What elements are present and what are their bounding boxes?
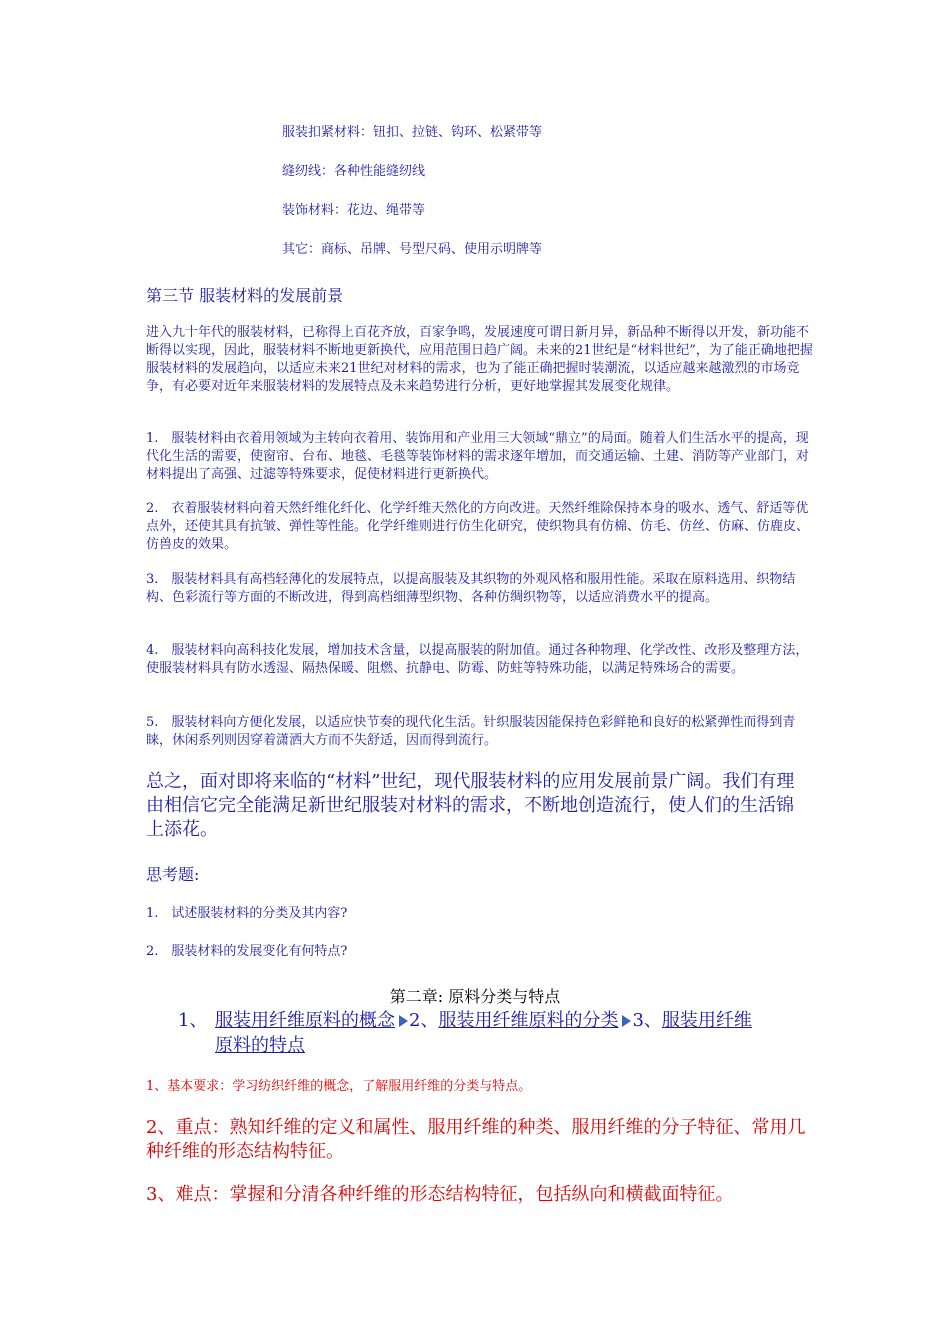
nav-link-continuation (215, 1033, 305, 1058)
nav-link-fiber-characteristics[interactable]: 服装用纤维 (661, 1010, 752, 1031)
development-point-1: 1. 服装材料由衣着用领域为主转向衣着用、装饰用和产业用三大领域“鼎立”的局面。随着人们生活水平的提高，现代化生活的需要，使窗帘、台布、地毯、毛毯等装饰材料的需求逐年增加，而交通运输、土建、消防等产业部门，对材料提出了高强、过滤等特殊要求，促使材料进行更新换代。 (146, 431, 810, 482)
nav-number-2: 2、 (409, 1010, 439, 1031)
intro-paragraph: 进入九十年代的服装材料，已称得上百花齐放，百家争鸣，发展速度可谓日新月异，新品种不断得以开发，新功能不断得以实现，因此，服装材料不断地更新换代，应用范围日趋广阔。未来的21世纪是“材料世纪”，为了能正确地把握服装材料的发展趋向，以适应未来21世纪对材料的需求，也为了能正确把握时装潮流，以适应越来越激烈的市场竞争，有必要对近年来服装材料的发展特点及未来趋势进行分析，更好地掌握其发展变化规律。 (146, 325, 813, 394)
key-points: 2、重点：熟知纤维的定义和属性、服用纤维的种类、服用纤维的分子特征、常用几种纤维的形态结构特征。 (146, 1117, 806, 1162)
nav-number-1: 1、 (178, 1010, 208, 1031)
basic-requirement: 1、基本要求：学习纺织纤维的概念，了解服用纤维的分类与特点。 (146, 1079, 532, 1094)
nav-number-3: 3、 (632, 1010, 662, 1031)
difficulties: 3、难点：掌握和分清各种纤维的形态结构特征，包括纵向和横截面特征。 (146, 1184, 734, 1205)
development-point-4: 4. 服装材料向高科技化发展，增加技术含量，以提高服装的附加值。通过各种物理、化学改性、改形及整理方法，使服装材料具有防水透湿、隔热保暖、阻燃、抗静电、防霉、防蛀等特殊功能，以满足特殊场合的需要。 (146, 643, 809, 676)
play-arrow-icon (622, 1015, 631, 1027)
question-2: 2. 服装材料的发展变化有何特点? (146, 944, 348, 959)
nav-link-fiber-classification[interactable]: 服装用纤维原料的分类 (438, 1010, 619, 1031)
list-item-threads: 缝纫线：各种性能缝纫线 (282, 164, 426, 179)
development-point-5: 5. 服装材料向方便化发展，以适应快节奏的现代化生活。针织服装因能保持色彩鲜艳和良好的松紧弹性而得到青睐，休闲系列则因穿着潇洒大方而不失舒适，因而得到流行。 (146, 715, 796, 748)
conclusion-paragraph: 总之，面对即将来临的“材料”世纪，现代服装材料的应用发展前景广阔。我们有理由相信它完全能满足新世纪服装对材料的需求，不断地创造流行，使人们的生活锦上添花。 (146, 771, 795, 840)
development-point-3: 3. 服装材料具有高档轻薄化的发展特点，以提高服装及其织物的外观风格和服用性能。采取在原料选用、织物结构、色彩流行等方面的不断改进，得到高档细薄型织物、各种仿绸织物等，以适应消费水平的提高。 (146, 572, 796, 605)
question-1: 1. 试述服装材料的分类及其内容? (146, 906, 348, 921)
nav-link-fiber-concept[interactable]: 服装用纤维原料的概念 (215, 1010, 395, 1031)
section-heading: 第三节 服装材料的发展前景 (146, 286, 344, 305)
list-item-decorations: 装饰材料：花边、绳带等 (282, 203, 426, 218)
questions-heading: 思考题: (146, 865, 200, 884)
chapter-title: 第二章: 原料分类与特点 (389, 987, 561, 1006)
development-point-2: 2. 衣着服装材料向着天然纤维化纤化、化学纤维天然化的方向改进。天然纤维除保持本身的吸水、透气、舒适等优点外，还使其具有抗皱、弹性等性能。化学纤维则进行仿生化研究，使织物具有仿棉、仿毛、仿丝、仿麻、仿鹿皮、仿兽皮的效果。 (146, 501, 810, 552)
list-item-others: 其它：商标、吊牌、号型尺码、使用示明牌等 (282, 242, 543, 257)
play-arrow-icon (399, 1015, 408, 1027)
chapter-nav (215, 1008, 815, 1033)
nav-link-fiber-characteristics-cont[interactable]: 原料的特点 (215, 1035, 305, 1056)
list-item-fasteners: 服装扣紧材料：钮扣、拉链、钩环、松紧带等 (282, 125, 543, 140)
